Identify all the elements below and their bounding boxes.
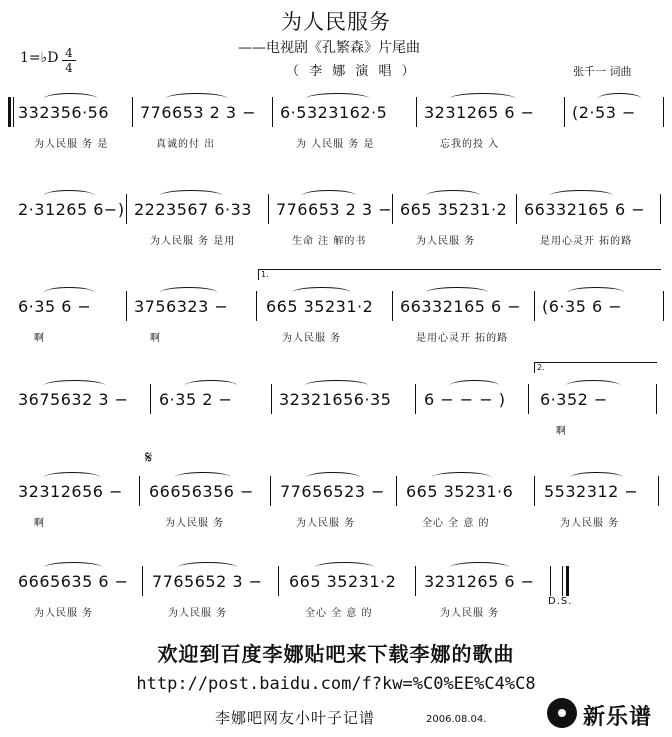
- slur-mark: [315, 562, 374, 573]
- bar-line: [660, 194, 661, 224]
- measure-lyrics: 是用心灵开 拓的路: [540, 236, 633, 247]
- slur-mark: [550, 190, 613, 201]
- measure-notes: 66332165 6 −: [524, 200, 646, 219]
- measure-lyrics: 忘我的投 入: [440, 139, 500, 150]
- bar-line: [534, 476, 535, 506]
- bar-line: [550, 566, 551, 596]
- bar-line: [150, 384, 151, 414]
- measure-lyrics: 为人民服 务: [168, 608, 228, 619]
- bar-line: [516, 194, 517, 224]
- measure-notes: (2·53 −: [572, 103, 636, 122]
- measure-lyrics: 啊: [556, 426, 567, 437]
- final-bar: [562, 566, 569, 596]
- slur-mark: [432, 472, 491, 483]
- bar-line: [132, 97, 133, 127]
- measure-notes: 6·5323162·5: [280, 103, 388, 122]
- measure-notes: 66332165 6 −: [400, 297, 522, 316]
- bar-line: [416, 97, 417, 127]
- measure-lyrics: 为人民服 务: [34, 608, 94, 619]
- measure-notes: 6 − − − ): [424, 390, 506, 409]
- bar-line: [272, 97, 273, 127]
- measure-lyrics: 为 人民服 务 是: [296, 139, 375, 150]
- repeat-start-bar: [8, 97, 14, 127]
- measure-lyrics: 为人民服 务 是用: [150, 236, 236, 247]
- measure-lyrics: 为人民服 务: [165, 518, 225, 529]
- measure-lyrics: 为人民服 务: [296, 518, 356, 529]
- bar-line: [126, 291, 127, 321]
- site-logo: 新乐谱: [583, 705, 653, 730]
- bar-line: [564, 97, 565, 127]
- measure-lyrics: 啊: [34, 518, 45, 529]
- bar-line: [663, 97, 664, 127]
- singer-credit: （ 李 娜 演 唱 ）: [286, 64, 418, 79]
- measure-notes: 665 35231·2: [266, 297, 374, 316]
- measure-notes: 6665635 6 −: [18, 572, 129, 591]
- measure-notes: 6·35 6 −: [18, 297, 92, 316]
- key-signature: 1=♭D: [20, 50, 59, 66]
- measure-notes: 6·35 2 −: [159, 390, 233, 409]
- measure-lyrics: 啊: [34, 333, 45, 344]
- measure-notes: 6·352 −: [540, 390, 608, 409]
- bar-line: [126, 194, 127, 224]
- measure-lyrics: 为人民服 务: [560, 518, 620, 529]
- slur-mark: [44, 472, 100, 483]
- slur-mark: [426, 287, 488, 298]
- measure-notes: 3231265 6 −: [424, 103, 535, 122]
- slur-mark: [44, 380, 105, 391]
- bar-line: [270, 476, 271, 506]
- measure-notes: 332356·56: [18, 103, 110, 122]
- measure-lyrics: 为人民服 务: [440, 608, 500, 619]
- measure-lyrics: 为人民服 务: [416, 236, 476, 247]
- measure-notes: 3756323 −: [134, 297, 229, 316]
- slur-mark: [44, 287, 94, 298]
- slur-mark: [292, 287, 351, 298]
- composer-credit: 张千一 词曲: [573, 65, 632, 78]
- slur-mark: [166, 93, 227, 104]
- measure-notes: 665 35231·2: [400, 200, 508, 219]
- slur-mark: [568, 287, 624, 298]
- bar-line: [392, 291, 393, 321]
- bar-line: [142, 566, 143, 596]
- slur-mark: [44, 562, 102, 573]
- measure-lyrics: 为人民服 务 是: [34, 139, 109, 150]
- measure-notes: 5532312 −: [544, 482, 639, 501]
- bar-line: [528, 384, 529, 414]
- slur-mark: [44, 190, 94, 201]
- slur-mark: [426, 190, 480, 201]
- measure-lyrics: 全心 全 意 的: [305, 608, 373, 619]
- song-subtitle: ——电视剧《孔繁森》片尾曲: [238, 40, 420, 56]
- slur-mark: [450, 93, 515, 104]
- measure-lyrics: 啊: [150, 333, 161, 344]
- slur-mark: [302, 190, 356, 201]
- slur-mark: [306, 93, 369, 104]
- bar-line: [658, 476, 659, 506]
- time-signature: [62, 46, 76, 75]
- slur-mark: [450, 562, 509, 573]
- bar-line: [534, 291, 535, 321]
- slur-mark: [160, 287, 217, 298]
- slur-mark: [44, 93, 97, 104]
- song-title: 为人民服务: [281, 10, 391, 34]
- slur-mark: [185, 380, 237, 391]
- bar-line: [656, 384, 657, 414]
- transcription-date: 2006.08.04.: [426, 714, 487, 725]
- measure-notes: 665 35231·6: [406, 482, 514, 501]
- measure-notes: 77656523 −: [280, 482, 385, 501]
- measure-notes: 2·31265 6−): [18, 200, 125, 219]
- measure-notes: 3675632 3 −: [18, 390, 129, 409]
- slur-mark: [598, 93, 641, 104]
- dal-segno-mark: D.S.: [548, 596, 573, 607]
- measure-notes: 665 35231·2: [289, 572, 397, 591]
- slur-mark: [450, 380, 499, 391]
- measure-notes: 32312656 −: [18, 482, 123, 501]
- bar-line: [415, 566, 416, 596]
- download-link[interactable]: http://post.baidu.com/f?kw=%C0%EE%C4%C8: [136, 674, 536, 694]
- measure-lyrics: 是用心灵开 拓的路: [416, 333, 509, 344]
- bar-line: [278, 566, 279, 596]
- bar-line: [256, 291, 257, 321]
- measure-notes: 776653 2 3 −: [276, 200, 393, 219]
- volta-bracket: 1.: [258, 269, 661, 280]
- bar-line: [271, 384, 272, 414]
- bar-line: [396, 476, 397, 506]
- bar-line: [415, 384, 416, 414]
- measure-notes: 32321656·35: [279, 390, 392, 409]
- slur-mark: [175, 472, 231, 483]
- measure-lyrics: 真诚的付 出: [156, 139, 216, 150]
- slur-mark: [160, 190, 222, 201]
- measure-lyrics: 为人民服 务: [282, 333, 342, 344]
- slur-mark: [178, 562, 237, 573]
- bar-line: [268, 194, 269, 224]
- measure-notes: 66656356 −: [149, 482, 254, 501]
- segno-sign: 𝄋: [145, 448, 153, 468]
- bar-line: [663, 291, 664, 321]
- slur-mark: [570, 472, 623, 483]
- slur-mark: [306, 472, 360, 483]
- volta-bracket: 2.: [534, 362, 657, 373]
- transcriber-credit: 李娜吧网友小叶子记谱: [215, 709, 376, 727]
- bar-line: [392, 194, 393, 224]
- measure-lyrics: 生命 注 解的书: [292, 236, 367, 247]
- bar-line: [139, 476, 140, 506]
- meter-top: 4: [65, 46, 73, 60]
- measure-notes: 776653 2 3 −: [140, 103, 257, 122]
- promo-banner: 欢迎到百度李娜贴吧来下载李娜的歌曲: [157, 642, 515, 666]
- measure-notes: 2223567 6·33: [134, 200, 252, 219]
- record-disc-icon: [547, 698, 577, 728]
- measure-notes: 3231265 6 −: [424, 572, 535, 591]
- slur-mark: [305, 380, 368, 391]
- meter-bottom: 4: [65, 61, 73, 75]
- measure-notes: 7765652 3 −: [152, 572, 263, 591]
- slur-mark: [566, 380, 620, 391]
- measure-lyrics: 全心 全 意 的: [422, 518, 490, 529]
- measure-notes: (6·35 6 −: [542, 297, 623, 316]
